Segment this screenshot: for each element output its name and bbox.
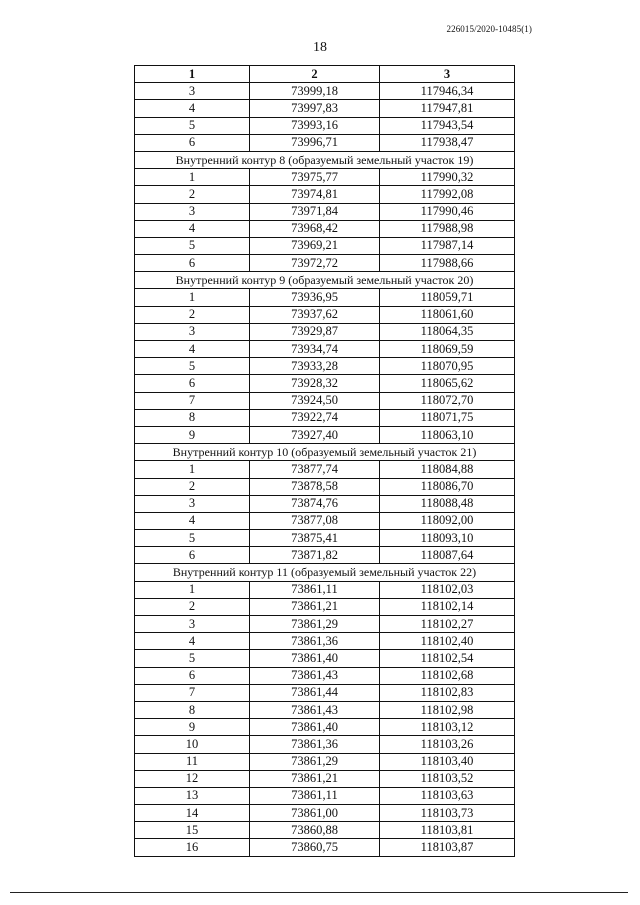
- section-title: Внутренний контур 10 (образуемый земельный участок 21): [135, 444, 515, 461]
- table-row: [135, 341, 515, 358]
- point-number-cell: 6: [135, 667, 250, 684]
- x-coordinate-cell: 73975,77: [250, 169, 380, 186]
- column-header-point: 1: [135, 66, 250, 83]
- x-coordinate-cell: 73877,08: [250, 512, 380, 529]
- table-row: [135, 220, 515, 237]
- table-body: [135, 83, 515, 856]
- table-row: [135, 616, 515, 633]
- x-coordinate-cell: 73861,11: [250, 581, 380, 598]
- y-coordinate-cell: 118088,48: [380, 495, 515, 512]
- table-row: [135, 701, 515, 718]
- section-header-row: [135, 272, 515, 289]
- table-row: [135, 805, 515, 822]
- point-number-cell: 10: [135, 736, 250, 753]
- x-coordinate-cell: 73936,95: [250, 289, 380, 306]
- x-coordinate-cell: 73871,82: [250, 547, 380, 564]
- x-coordinate-cell: 73969,21: [250, 237, 380, 254]
- x-coordinate-cell: 73861,21: [250, 598, 380, 615]
- table-row: [135, 358, 515, 375]
- x-coordinate-cell: 73996,71: [250, 134, 380, 151]
- table-row: [135, 117, 515, 134]
- y-coordinate-cell: 118093,10: [380, 530, 515, 547]
- point-number-cell: 5: [135, 530, 250, 547]
- y-coordinate-cell: 117947,81: [380, 100, 515, 117]
- x-coordinate-cell: 73927,40: [250, 426, 380, 443]
- y-coordinate-cell: 118061,60: [380, 306, 515, 323]
- y-coordinate-cell: 118103,26: [380, 736, 515, 753]
- table-row: [135, 323, 515, 340]
- table-row: [135, 495, 515, 512]
- table-row: [135, 478, 515, 495]
- x-coordinate-cell: 73875,41: [250, 530, 380, 547]
- x-coordinate-cell: 73861,29: [250, 753, 380, 770]
- point-number-cell: 1: [135, 461, 250, 478]
- point-number-cell: 13: [135, 787, 250, 804]
- column-header-y: 3: [380, 66, 515, 83]
- section-header-row: [135, 564, 515, 581]
- y-coordinate-cell: 118103,87: [380, 839, 515, 856]
- y-coordinate-cell: 118102,40: [380, 633, 515, 650]
- point-number-cell: 5: [135, 237, 250, 254]
- x-coordinate-cell: 73924,50: [250, 392, 380, 409]
- section-header-row: [135, 444, 515, 461]
- point-number-cell: 5: [135, 650, 250, 667]
- x-coordinate-cell: 73861,43: [250, 667, 380, 684]
- y-coordinate-cell: 118084,88: [380, 461, 515, 478]
- y-coordinate-cell: 118102,98: [380, 701, 515, 718]
- y-coordinate-cell: 118086,70: [380, 478, 515, 495]
- x-coordinate-cell: 73861,36: [250, 633, 380, 650]
- x-coordinate-cell: 73934,74: [250, 341, 380, 358]
- y-coordinate-cell: 118071,75: [380, 409, 515, 426]
- y-coordinate-cell: 118102,68: [380, 667, 515, 684]
- point-number-cell: 4: [135, 512, 250, 529]
- point-number-cell: 4: [135, 220, 250, 237]
- table-row: [135, 547, 515, 564]
- point-number-cell: 1: [135, 581, 250, 598]
- table-row: [135, 392, 515, 409]
- x-coordinate-cell: 73928,32: [250, 375, 380, 392]
- x-coordinate-cell: 73860,75: [250, 839, 380, 856]
- x-coordinate-cell: 73861,40: [250, 650, 380, 667]
- table-row: [135, 409, 515, 426]
- y-coordinate-cell: 118064,35: [380, 323, 515, 340]
- table-row: [135, 753, 515, 770]
- point-number-cell: 4: [135, 341, 250, 358]
- point-number-cell: 3: [135, 495, 250, 512]
- x-coordinate-cell: 73861,29: [250, 616, 380, 633]
- point-number-cell: 6: [135, 255, 250, 272]
- x-coordinate-cell: 73874,76: [250, 495, 380, 512]
- y-coordinate-cell: 117943,54: [380, 117, 515, 134]
- section-title: Внутренний контур 9 (образуемый земельный участок 20): [135, 272, 515, 289]
- x-coordinate-cell: 73974,81: [250, 186, 380, 203]
- table-row: [135, 633, 515, 650]
- y-coordinate-cell: 118102,14: [380, 598, 515, 615]
- point-number-cell: 1: [135, 169, 250, 186]
- section-title: Внутренний контур 11 (образуемый земельный участок 22): [135, 564, 515, 581]
- table-row: [135, 237, 515, 254]
- column-header-x: 2: [250, 66, 380, 83]
- y-coordinate-cell: 118103,73: [380, 805, 515, 822]
- y-coordinate-cell: 118087,64: [380, 547, 515, 564]
- y-coordinate-cell: 117992,08: [380, 186, 515, 203]
- point-number-cell: 3: [135, 616, 250, 633]
- x-coordinate-cell: 73922,74: [250, 409, 380, 426]
- table-row: [135, 426, 515, 443]
- y-coordinate-cell: 117938,47: [380, 134, 515, 151]
- section-title: Внутренний контур 8 (образуемый земельный участок 19): [135, 151, 515, 168]
- x-coordinate-cell: 73997,83: [250, 100, 380, 117]
- table-row: [135, 83, 515, 100]
- point-number-cell: 8: [135, 409, 250, 426]
- x-coordinate-cell: 73860,88: [250, 822, 380, 839]
- x-coordinate-cell: 73972,72: [250, 255, 380, 272]
- point-number-cell: 16: [135, 839, 250, 856]
- y-coordinate-cell: 118103,40: [380, 753, 515, 770]
- point-number-cell: 6: [135, 375, 250, 392]
- y-coordinate-cell: 118102,03: [380, 581, 515, 598]
- table-row: [135, 169, 515, 186]
- table-row: [135, 684, 515, 701]
- x-coordinate-cell: 73861,21: [250, 770, 380, 787]
- point-number-cell: 12: [135, 770, 250, 787]
- table-row: [135, 306, 515, 323]
- table-row: [135, 375, 515, 392]
- table-row: [135, 530, 515, 547]
- table-header-row: [135, 66, 515, 83]
- table-row: [135, 289, 515, 306]
- x-coordinate-cell: 73861,44: [250, 684, 380, 701]
- point-number-cell: 3: [135, 203, 250, 220]
- y-coordinate-cell: 117990,46: [380, 203, 515, 220]
- table-row: [135, 736, 515, 753]
- y-coordinate-cell: 117990,32: [380, 169, 515, 186]
- y-coordinate-cell: 117987,14: [380, 237, 515, 254]
- x-coordinate-cell: 73877,74: [250, 461, 380, 478]
- x-coordinate-cell: 73861,00: [250, 805, 380, 822]
- x-coordinate-cell: 73861,40: [250, 719, 380, 736]
- table-row: [135, 770, 515, 787]
- page-bottom-rule: [10, 892, 628, 893]
- y-coordinate-cell: 118092,00: [380, 512, 515, 529]
- y-coordinate-cell: 118063,10: [380, 426, 515, 443]
- x-coordinate-cell: 73861,11: [250, 787, 380, 804]
- table-row: [135, 650, 515, 667]
- y-coordinate-cell: 118103,12: [380, 719, 515, 736]
- x-coordinate-cell: 73993,16: [250, 117, 380, 134]
- table-row: [135, 203, 515, 220]
- point-number-cell: 6: [135, 134, 250, 151]
- table-row: [135, 581, 515, 598]
- x-coordinate-cell: 73861,43: [250, 701, 380, 718]
- y-coordinate-cell: 117988,98: [380, 220, 515, 237]
- y-coordinate-cell: 117988,66: [380, 255, 515, 272]
- point-number-cell: 15: [135, 822, 250, 839]
- table-row: [135, 822, 515, 839]
- y-coordinate-cell: 118059,71: [380, 289, 515, 306]
- x-coordinate-cell: 73971,84: [250, 203, 380, 220]
- y-coordinate-cell: 118065,62: [380, 375, 515, 392]
- y-coordinate-cell: 118072,70: [380, 392, 515, 409]
- y-coordinate-cell: 117946,34: [380, 83, 515, 100]
- x-coordinate-cell: 73878,58: [250, 478, 380, 495]
- x-coordinate-cell: 73933,28: [250, 358, 380, 375]
- x-coordinate-cell: 73968,42: [250, 220, 380, 237]
- point-number-cell: 9: [135, 719, 250, 736]
- point-number-cell: 4: [135, 633, 250, 650]
- point-number-cell: 2: [135, 186, 250, 203]
- y-coordinate-cell: 118103,52: [380, 770, 515, 787]
- point-number-cell: 2: [135, 306, 250, 323]
- y-coordinate-cell: 118069,59: [380, 341, 515, 358]
- table-row: [135, 787, 515, 804]
- document-id: 226015/2020-10485(1): [446, 24, 532, 34]
- y-coordinate-cell: 118103,81: [380, 822, 515, 839]
- page-number: 18: [313, 40, 327, 55]
- point-number-cell: 8: [135, 701, 250, 718]
- y-coordinate-cell: 118102,83: [380, 684, 515, 701]
- y-coordinate-cell: 118102,54: [380, 650, 515, 667]
- x-coordinate-cell: 73937,62: [250, 306, 380, 323]
- point-number-cell: 7: [135, 684, 250, 701]
- table-row: [135, 667, 515, 684]
- x-coordinate-cell: 73929,87: [250, 323, 380, 340]
- coordinates-table: [134, 65, 515, 857]
- section-header-row: [135, 151, 515, 168]
- y-coordinate-cell: 118070,95: [380, 358, 515, 375]
- point-number-cell: 6: [135, 547, 250, 564]
- x-coordinate-cell: 73999,18: [250, 83, 380, 100]
- point-number-cell: 7: [135, 392, 250, 409]
- point-number-cell: 11: [135, 753, 250, 770]
- table-row: [135, 598, 515, 615]
- point-number-cell: 2: [135, 598, 250, 615]
- point-number-cell: 3: [135, 323, 250, 340]
- table-row: [135, 719, 515, 736]
- x-coordinate-cell: 73861,36: [250, 736, 380, 753]
- table-row: [135, 255, 515, 272]
- y-coordinate-cell: 118103,63: [380, 787, 515, 804]
- table-row: [135, 186, 515, 203]
- table-row: [135, 100, 515, 117]
- y-coordinate-cell: 118102,27: [380, 616, 515, 633]
- point-number-cell: 14: [135, 805, 250, 822]
- table-row: [135, 134, 515, 151]
- point-number-cell: 2: [135, 478, 250, 495]
- point-number-cell: 9: [135, 426, 250, 443]
- point-number-cell: 5: [135, 358, 250, 375]
- point-number-cell: 3: [135, 83, 250, 100]
- point-number-cell: 1: [135, 289, 250, 306]
- table-row: [135, 461, 515, 478]
- table-row: [135, 839, 515, 856]
- table-row: [135, 512, 515, 529]
- point-number-cell: 5: [135, 117, 250, 134]
- point-number-cell: 4: [135, 100, 250, 117]
